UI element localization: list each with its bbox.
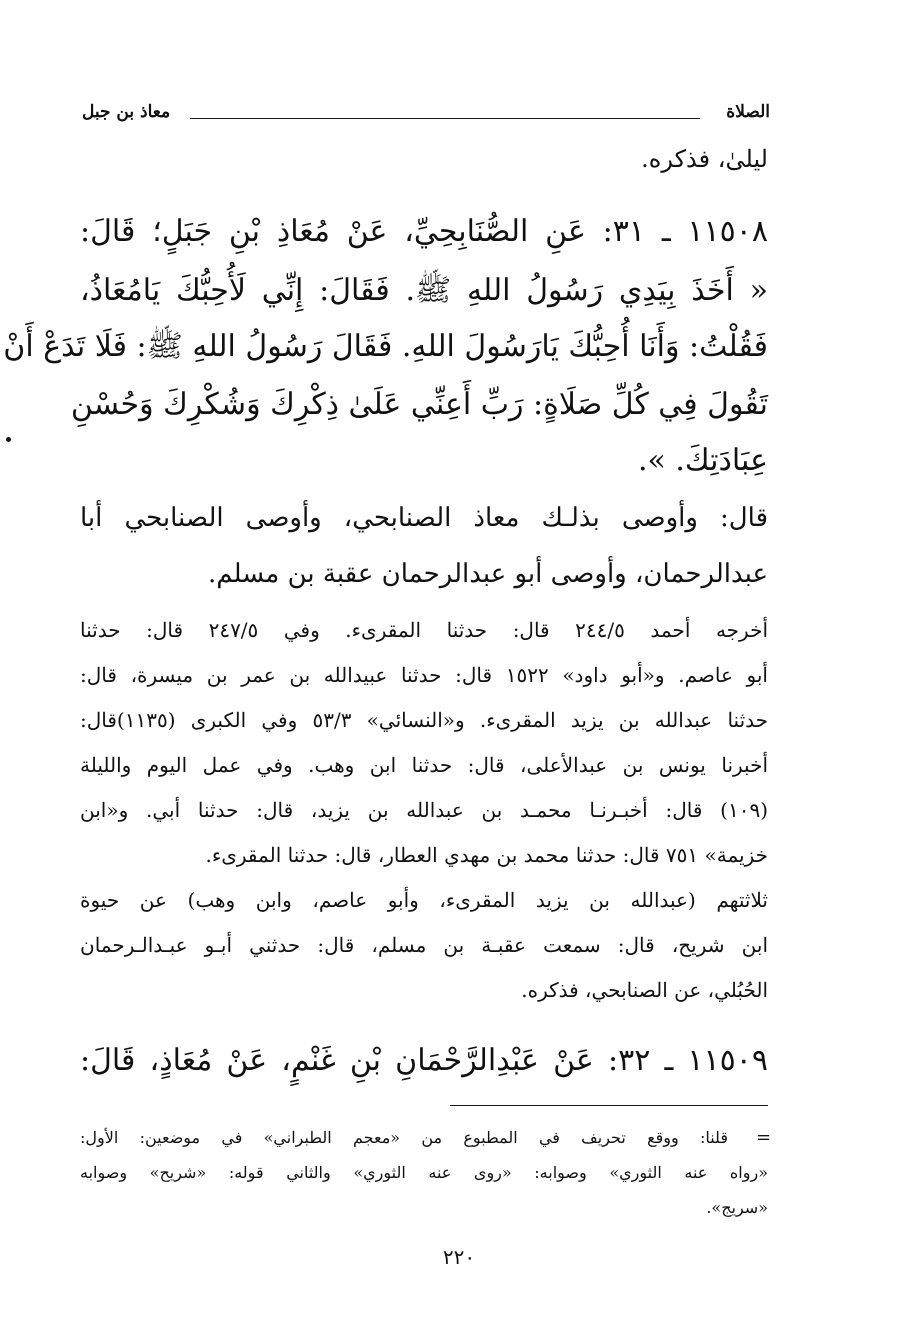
takhrij-line: أخرجه أحمد ٢٤٤/٥ قال: حدثنا المقرىء. وفي ٢٤٧/٥ قال: حدثنا bbox=[80, 618, 768, 642]
hadith-line: فَقُلْتُ: وَأَنَا أُحِبُّكَ يَارَسُولَ اللهِ. فَقَالَ رَسُولُ اللهِ ﷺ: فَلَا تَدَعْ أَنْ bbox=[3, 329, 768, 364]
footnote-continuation-marker: = bbox=[756, 1127, 772, 1148]
takhrij-line: ابن شريح، قال: سمعت عقبـة بن مسلم، قال: حدثني أبـو عبـدالـرحمان bbox=[80, 933, 768, 957]
takhrij-line: ثلاثتهم (عبدالله بن يزيد المقرىء، وأبو عاصم، وابن وهب) عن حيوة bbox=[80, 888, 768, 912]
takhrij-line: (١٠٩) قال: أخبـرنـا محمـد بن عبدالله بن يزيد، قال: حدثنا أبي. و«ابن bbox=[80, 798, 768, 822]
header-chapter-title: الصلاة bbox=[726, 102, 770, 122]
hadith-line: قال: وأوصى بذلـك معاذ الصنابحي، وأوصى الصنابحي أبا bbox=[80, 503, 768, 533]
margin-mark bbox=[6, 437, 11, 442]
hadith-line: ١١٥٠٨ ـ ٣١: عَنِ الصُّنَابِحِيِّ، عَنْ مُعَاذِ بْنِ جَبَلٍ؛ قَالَ: bbox=[80, 214, 768, 249]
takhrij-line: الحُبُلي، عن الصنابحي، فذكره. bbox=[521, 978, 768, 1002]
page-number: ٢٢٠ bbox=[442, 1245, 476, 1269]
takhrij-line: أبو عاصم. و«أبو داود» ١٥٢٢ قال: حدثنا عبيدالله بن عمر بن ميسرة، قال: bbox=[80, 663, 768, 687]
hadith-line: تَقُولَ فِي كُلِّ صَلَاةٍ: رَبِّ أَعِنِّي عَلَىٰ ذِكْرِكَ وَشُكْرِكَ وَحُسْنِ bbox=[70, 387, 768, 422]
footnote-line: «رواه عنه الثوري» وصوابه: «روى عنه الثوري» والثاني قوله: «شريح» وصوابه bbox=[80, 1163, 768, 1182]
header-companion-name: معاذ بن جبل bbox=[82, 102, 171, 122]
hadith-line: عبدالرحمان، وأوصى أبو عبدالرحمان عقبة بن مسلم. bbox=[208, 559, 768, 589]
takhrij-line: حدثنا عبدالله بن يزيد المقرىء. و«النسائي» ٥٣/٣ وفي الكبرى (١١٣٥)قال: bbox=[80, 708, 769, 732]
opening-line: ليلىٰ، فذكره. bbox=[641, 145, 768, 173]
header-rule bbox=[190, 118, 700, 119]
hadith-11509-heading: ١١٥٠٩ ـ ٣٢: عَنْ عَبْدِالرَّحْمَانِ بْنِ غَنْمٍ، عَنْ مُعَاذٍ، قَالَ: bbox=[80, 1043, 768, 1078]
running-header bbox=[80, 100, 770, 130]
footnote-separator bbox=[450, 1105, 768, 1106]
footnote-line: «سريج». bbox=[706, 1198, 768, 1217]
hadith-line: عِبَادَتِكَ. ». bbox=[637, 443, 768, 478]
takhrij-line: خزيمة» ٧٥١ قال: حدثنا محمد بن مهدي العطار، قال: حدثنا المقرىء. bbox=[205, 843, 768, 867]
hadith-line: « أَخَذَ بِيَدِي رَسُولُ اللهِ ﷺ. فَقَالَ: إِنِّي لَأُحِبُّكَ يَامُعَاذُ، bbox=[80, 273, 768, 308]
footnote-line: قلنا: ووقع تحريف في المطبوع من «معجم الطبراني» في موضعين: الأول: bbox=[80, 1128, 728, 1147]
takhrij-line: أخبرنا يونس بن عبدالأعلى، قال: حدثنا ابن وهب. وفي عمل اليوم والليلة bbox=[80, 753, 768, 777]
